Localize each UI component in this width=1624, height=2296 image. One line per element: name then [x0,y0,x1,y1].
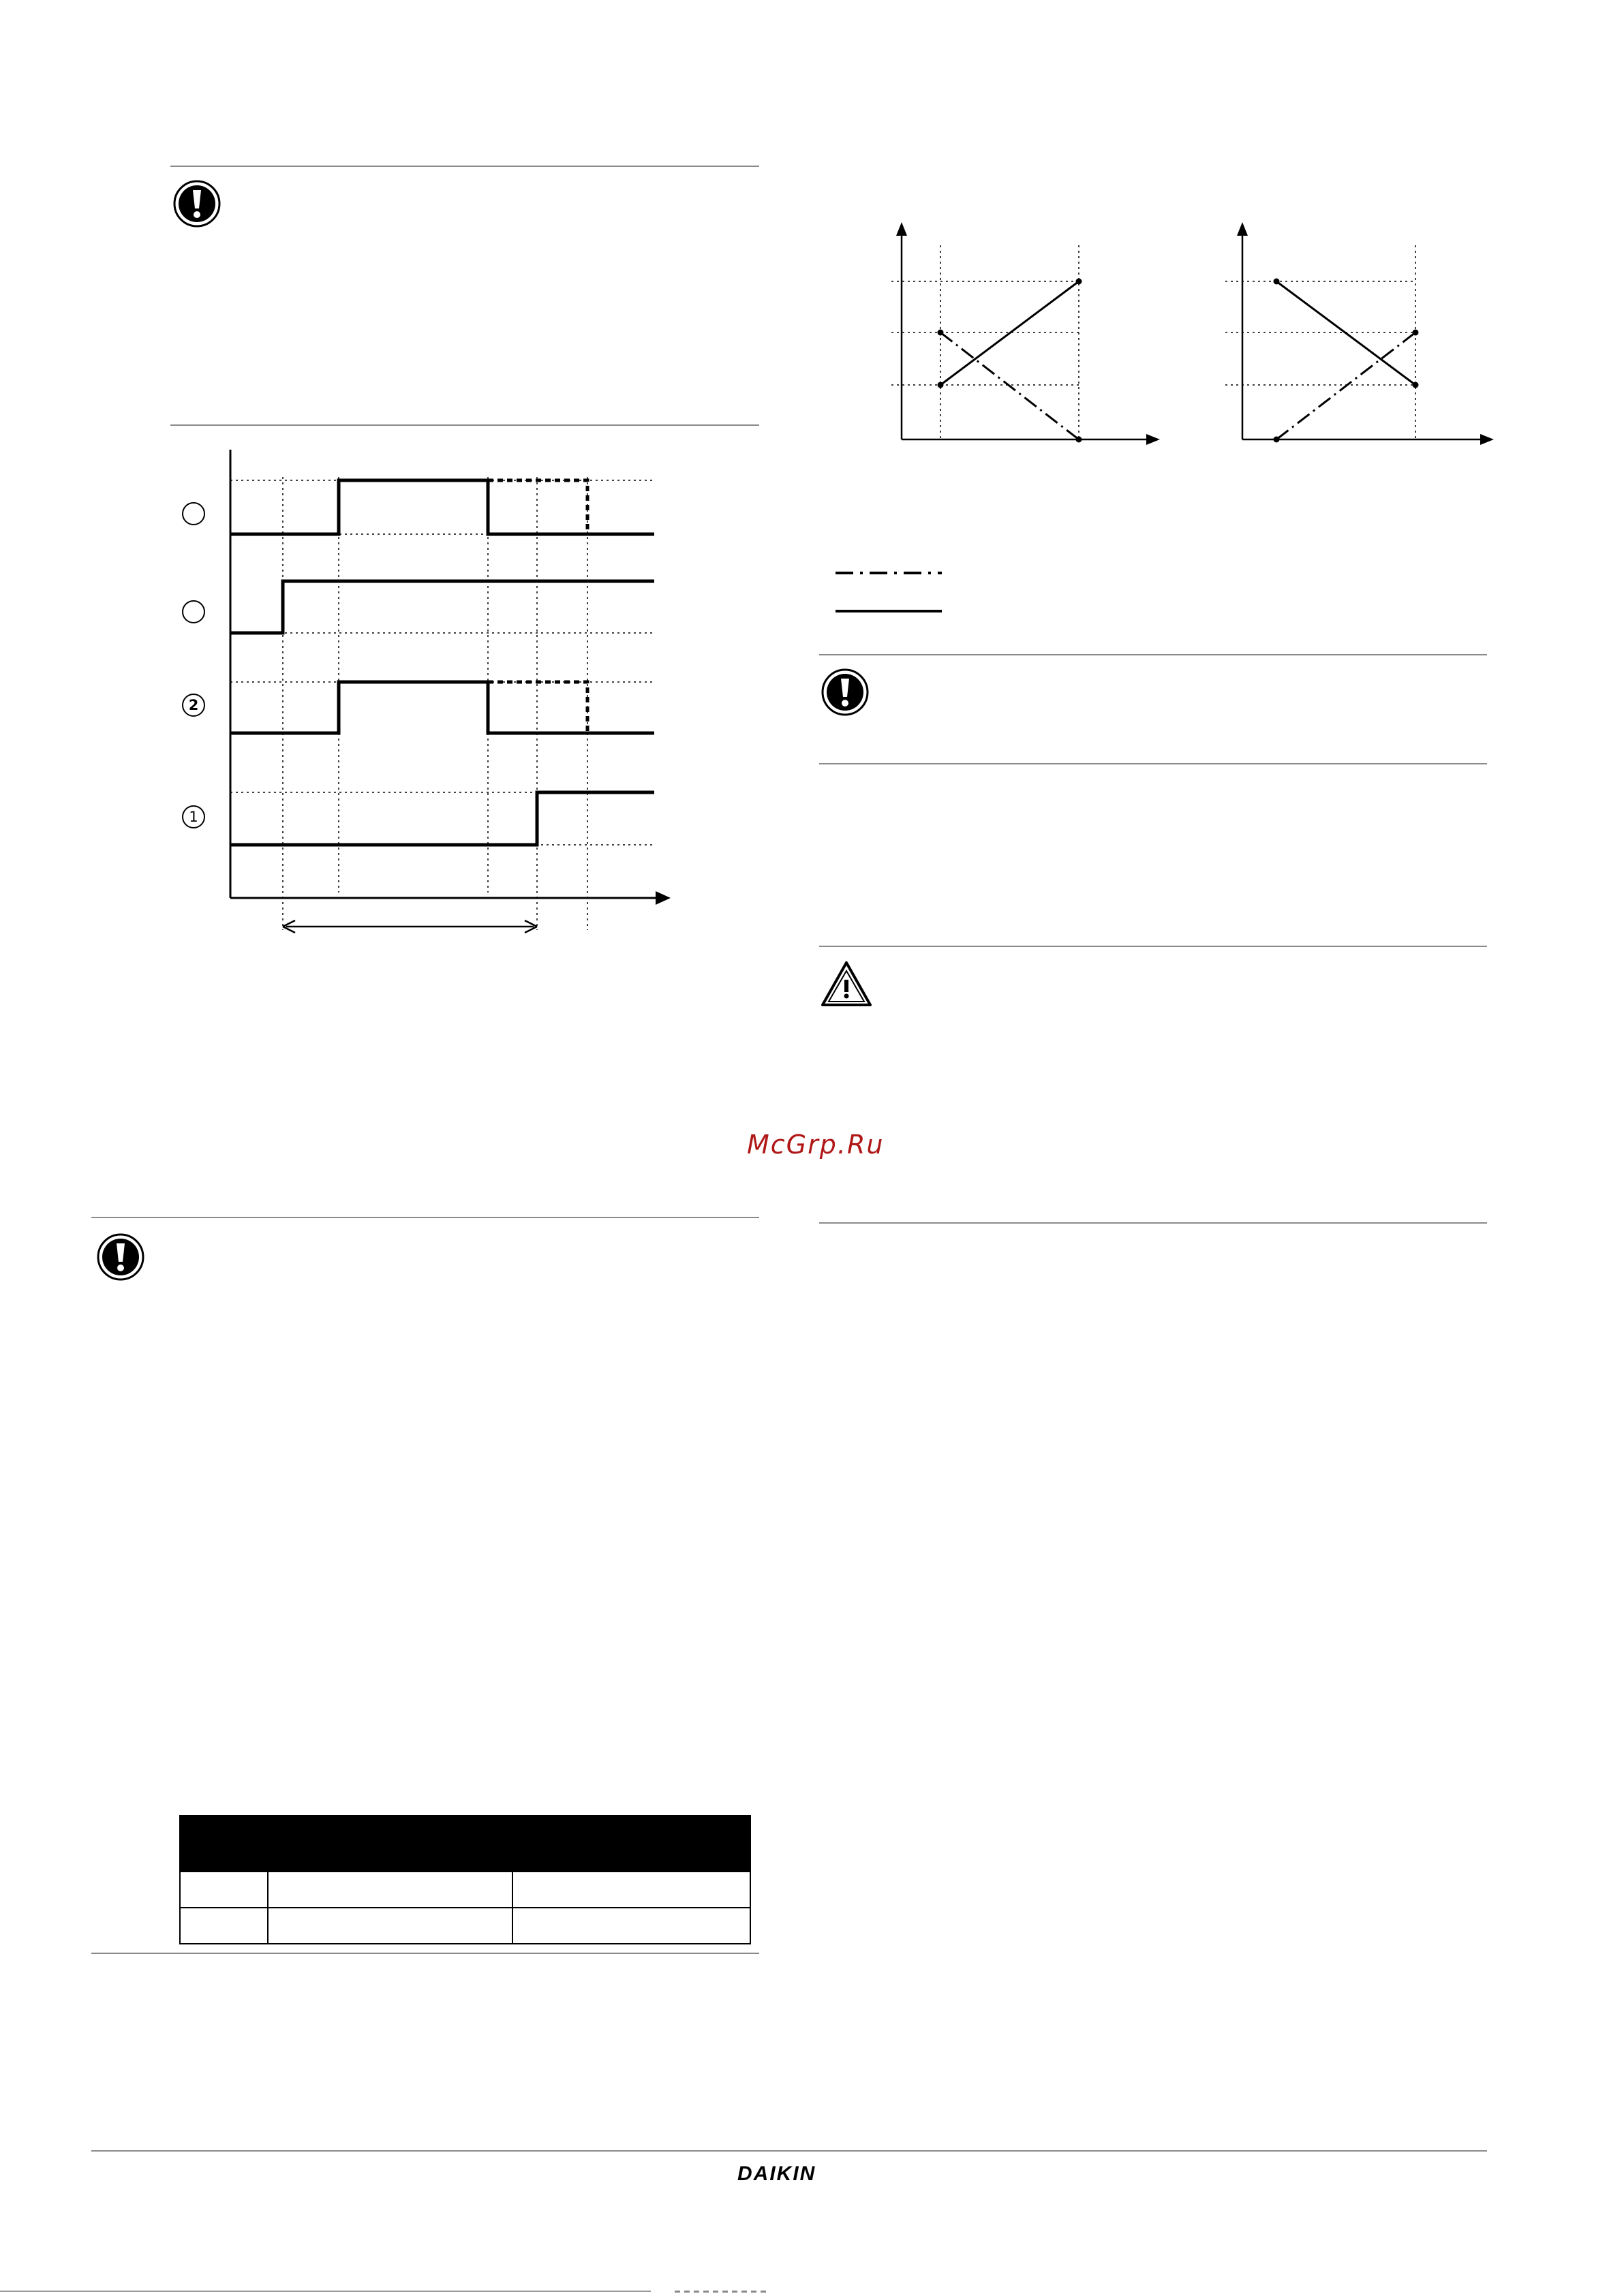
data-table [179,1815,751,1944]
table-cell [512,1908,750,1944]
table-header-cell [268,1816,512,1872]
rule-table-bottom [91,1953,759,1954]
rule-right-1 [819,654,1487,655]
exclamation-circle-icon [173,180,221,228]
scan-edge-marks [675,2291,766,2293]
legend-solid-line [834,608,943,615]
rule-right-3 [819,946,1487,947]
brand-logo: DAIKIN [737,2162,816,2185]
rule-timing-top [170,424,759,426]
table-header-cell [180,1816,268,1872]
rule-left-lower [91,1217,759,1218]
warning-triangle-icon [821,961,872,1007]
rule-top-left [170,166,759,167]
table-cell [512,1872,750,1908]
scan-edge-line [0,2291,651,2292]
legend-dash-dot-line [834,570,943,576]
table-cell [268,1872,512,1908]
row-marker-4: 1 [182,805,205,828]
watermark: McGrp.Ru [747,1130,885,1160]
table-header-cell [512,1816,750,1872]
row-marker-2 [182,600,205,623]
table-cell [180,1872,268,1908]
exclamation-circle-icon [97,1233,144,1281]
table-row [180,1872,750,1908]
exclamation-circle-icon [821,668,869,716]
rule-right-2 [819,763,1487,764]
rule-right-lower [819,1222,1487,1224]
rule-footer [91,2150,1487,2152]
curve-graph-right [1213,218,1499,450]
table-row [180,1908,750,1944]
table-cell [268,1908,512,1944]
table-header-row [180,1816,750,1872]
table-cell [180,1908,268,1944]
curve-graph-left [879,218,1165,450]
row-marker-3: 2 [182,694,205,717]
timing-diagram [170,443,688,947]
row-marker-1 [182,502,205,525]
